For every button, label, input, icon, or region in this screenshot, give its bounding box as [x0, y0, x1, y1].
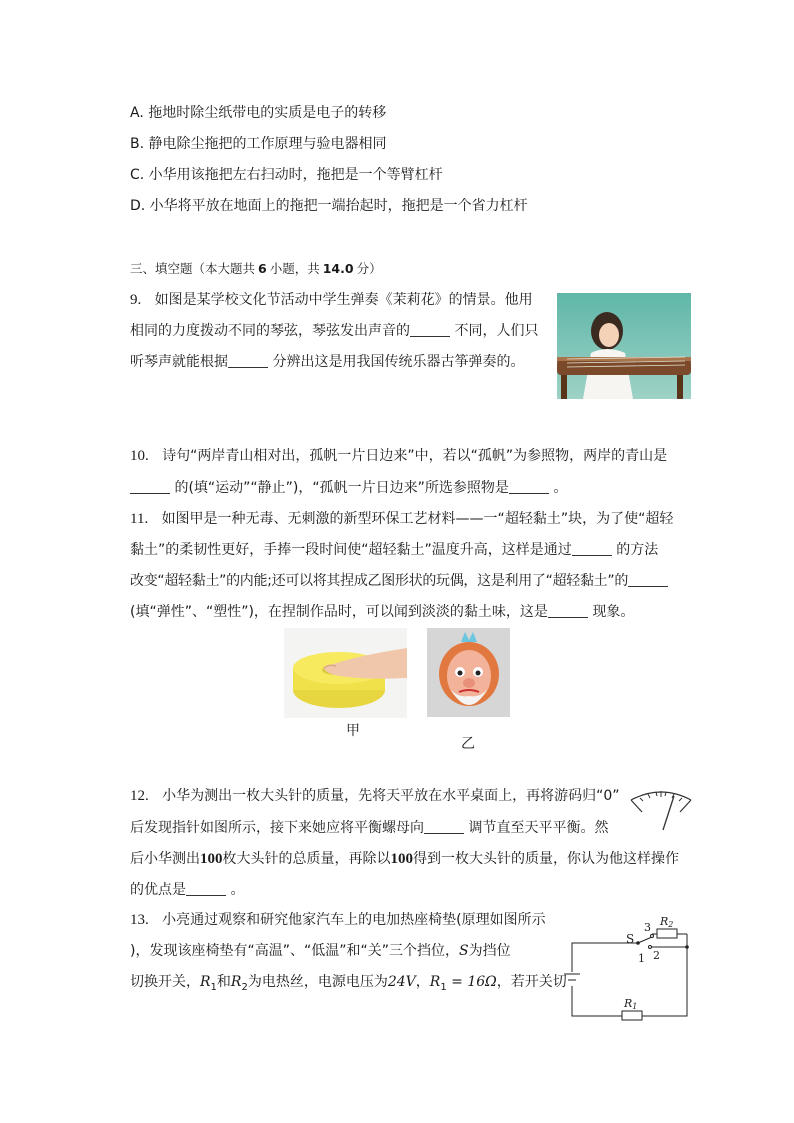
switch-label: S [626, 932, 635, 946]
q13-line1: 13. 小亮通过观察和研究他家汽车上的电加热座椅垫(原理如图所示 [130, 912, 546, 928]
q11-blank3[interactable] [548, 603, 588, 618]
q11-blank1[interactable] [572, 541, 612, 556]
q12-line3: 后小华测出100枚大头针的总质量，再除以100得到一枚大头针的质量，你认为他这样操作 [130, 851, 679, 867]
option-c: C. 小华用该拖把左右扫动时，拖把是一个等臂杠杆 [130, 167, 443, 183]
q9-line1: 9. 如图是某学校文化节活动中学生弹奏《茉莉花》的情景。他用 [130, 292, 533, 308]
caption-yi: 乙 [461, 736, 475, 752]
clay-doll-photo [427, 628, 510, 717]
q9-blank2[interactable] [228, 353, 268, 368]
q12-blank1[interactable] [424, 819, 464, 834]
q9-blank1[interactable] [410, 322, 450, 337]
r1-label: R1 [624, 997, 638, 1011]
q11-line2: 黏土”的柔韧性更好，手捧一段时间使“超轻黏土”温度升高，这样是通过 的方法 [130, 542, 659, 558]
guzheng-photo [557, 293, 691, 399]
q11-line4: (填“弹性”、“塑性”)，在捏制作品时，可以闻到淡淡的黏土味，这是 现象。 [130, 604, 635, 620]
q9-line2: 相同的力度拨动不同的琴弦，琴弦发出声音的 不同，人们只 [130, 323, 539, 339]
option-b: B. 静电除尘拖把的工作原理与验电器相同 [130, 136, 387, 152]
q13-line3: 切换开关，$R_1$和$R_2$为电热丝，电源电压为24V，$R_1 = 16\Omega$，若开关切 [130, 974, 567, 993]
q10-line1: 10. 诗句“两岸青山相对出，孤帆一片日边来”中，若以“孤帆”为参照物，两岸的青山是 [130, 448, 668, 464]
section-heading: 三、填空题（本大题共 6 小题，共 14.0 分） [130, 261, 382, 276]
q12-line1: 12. 小华为测出一枚大头针的质量，先将天平放在水平桌面上，再将游码归“0” [130, 788, 620, 804]
r2-label: R2 [660, 915, 674, 929]
q9-line3: 听琴声就能根据 分辨出这是用我国传统乐器古筝弹奏的。 [130, 354, 525, 370]
q12-line4: 的优点是 。 [130, 882, 245, 898]
balance-dial-figure [628, 786, 694, 834]
terminal-2: 2 [653, 949, 660, 962]
q11-blank2[interactable] [628, 572, 668, 587]
q11-line3: 改变“超轻黏土”的内能;还可以将其捏成乙图形状的玩偶，这是利用了“超轻黏土”的 [130, 571, 668, 591]
caption-jia: 甲 [346, 723, 360, 739]
q13-line2: )，发现该座椅垫有“高温”、“低温”和“关”三个挡位，S为挡位 [130, 943, 511, 959]
q12-blank2[interactable] [186, 881, 226, 896]
option-d: D. 小华将平放在地面上的拖把一端抬起时，拖把是一个省力杠杆 [130, 198, 528, 214]
clay-photo [284, 628, 407, 718]
terminal-1: 1 [638, 952, 645, 965]
q12-line2: 后发现指针如图所示，接下来她应将平衡螺母向 调节直至天平平衡。然 [130, 820, 609, 836]
q10-blank2[interactable] [509, 479, 549, 494]
terminal-3: 3 [644, 921, 651, 934]
q10-line2: 的(填“运动”“静止”)，“孤帆一片日边来”所选参照物是 。 [130, 478, 567, 498]
option-a: A. 拖地时除尘纸带电的实质是电子的转移 [130, 105, 387, 121]
q10-blank1[interactable] [130, 479, 170, 494]
circuit-diagram [560, 912, 694, 1022]
q11-line1: 11. 如图甲是一种无毒、无刺激的新型环保工艺材料——一“超轻黏土”块，为了使“超轻 [130, 511, 674, 527]
